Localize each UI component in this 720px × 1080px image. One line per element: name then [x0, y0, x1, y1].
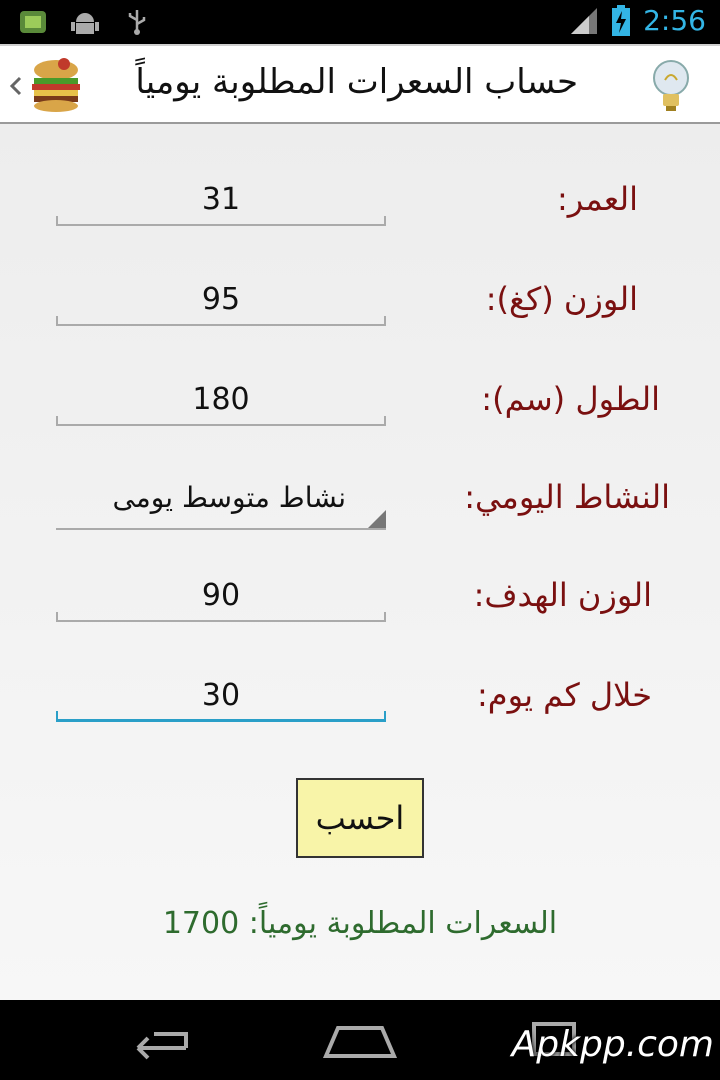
age-field[interactable]: 31: [56, 180, 386, 226]
days-label: خلال كم يوم:: [476, 676, 652, 714]
height-row: [0, 380, 720, 440]
app-notification-icon: [18, 8, 48, 36]
weight-field[interactable]: 95: [56, 280, 386, 326]
weight-label: الوزن (كغ):: [485, 280, 638, 318]
spinner-arrow-icon: [368, 510, 386, 528]
home-icon[interactable]: [322, 1020, 398, 1060]
watermark: Apkpp.com: [511, 1024, 714, 1065]
target-weight-row: [0, 576, 720, 636]
signal-icon: [569, 6, 599, 36]
result-text: السعرات المطلوبة يومياً: 1700: [162, 906, 558, 941]
age-label: العمر:: [556, 180, 638, 218]
battery-icon: [611, 5, 631, 37]
height-field[interactable]: 180: [56, 380, 386, 426]
usb-icon: [122, 8, 152, 36]
app-title: حساب السعرات المطلوبة يومياً: [135, 62, 578, 102]
calorie-form: [0, 124, 720, 1000]
activity-label: النشاط اليومي:: [464, 478, 670, 516]
target-weight-field[interactable]: 90: [56, 576, 386, 622]
activity-spinner[interactable]: [56, 478, 386, 530]
activity-row: [0, 478, 720, 538]
height-label: الطول (سم):: [481, 380, 660, 418]
calculate-button[interactable]: احسب: [296, 778, 424, 858]
android-debug-icon: [70, 8, 100, 36]
app-logo-icon[interactable]: [26, 54, 86, 116]
back-icon[interactable]: [124, 1020, 196, 1060]
status-time: 2:56: [643, 4, 706, 37]
status-bar: [0, 0, 720, 44]
lightbulb-icon[interactable]: [650, 58, 692, 114]
up-chevron-icon[interactable]: [6, 68, 24, 104]
action-bar: [0, 44, 720, 124]
target-weight-label: الوزن الهدف:: [473, 576, 652, 614]
age-row: [0, 180, 720, 240]
days-field[interactable]: 30: [56, 676, 386, 722]
weight-row: [0, 280, 720, 340]
activity-selected-value: نشاط متوسط يومى: [112, 481, 346, 514]
days-row: [0, 676, 720, 736]
